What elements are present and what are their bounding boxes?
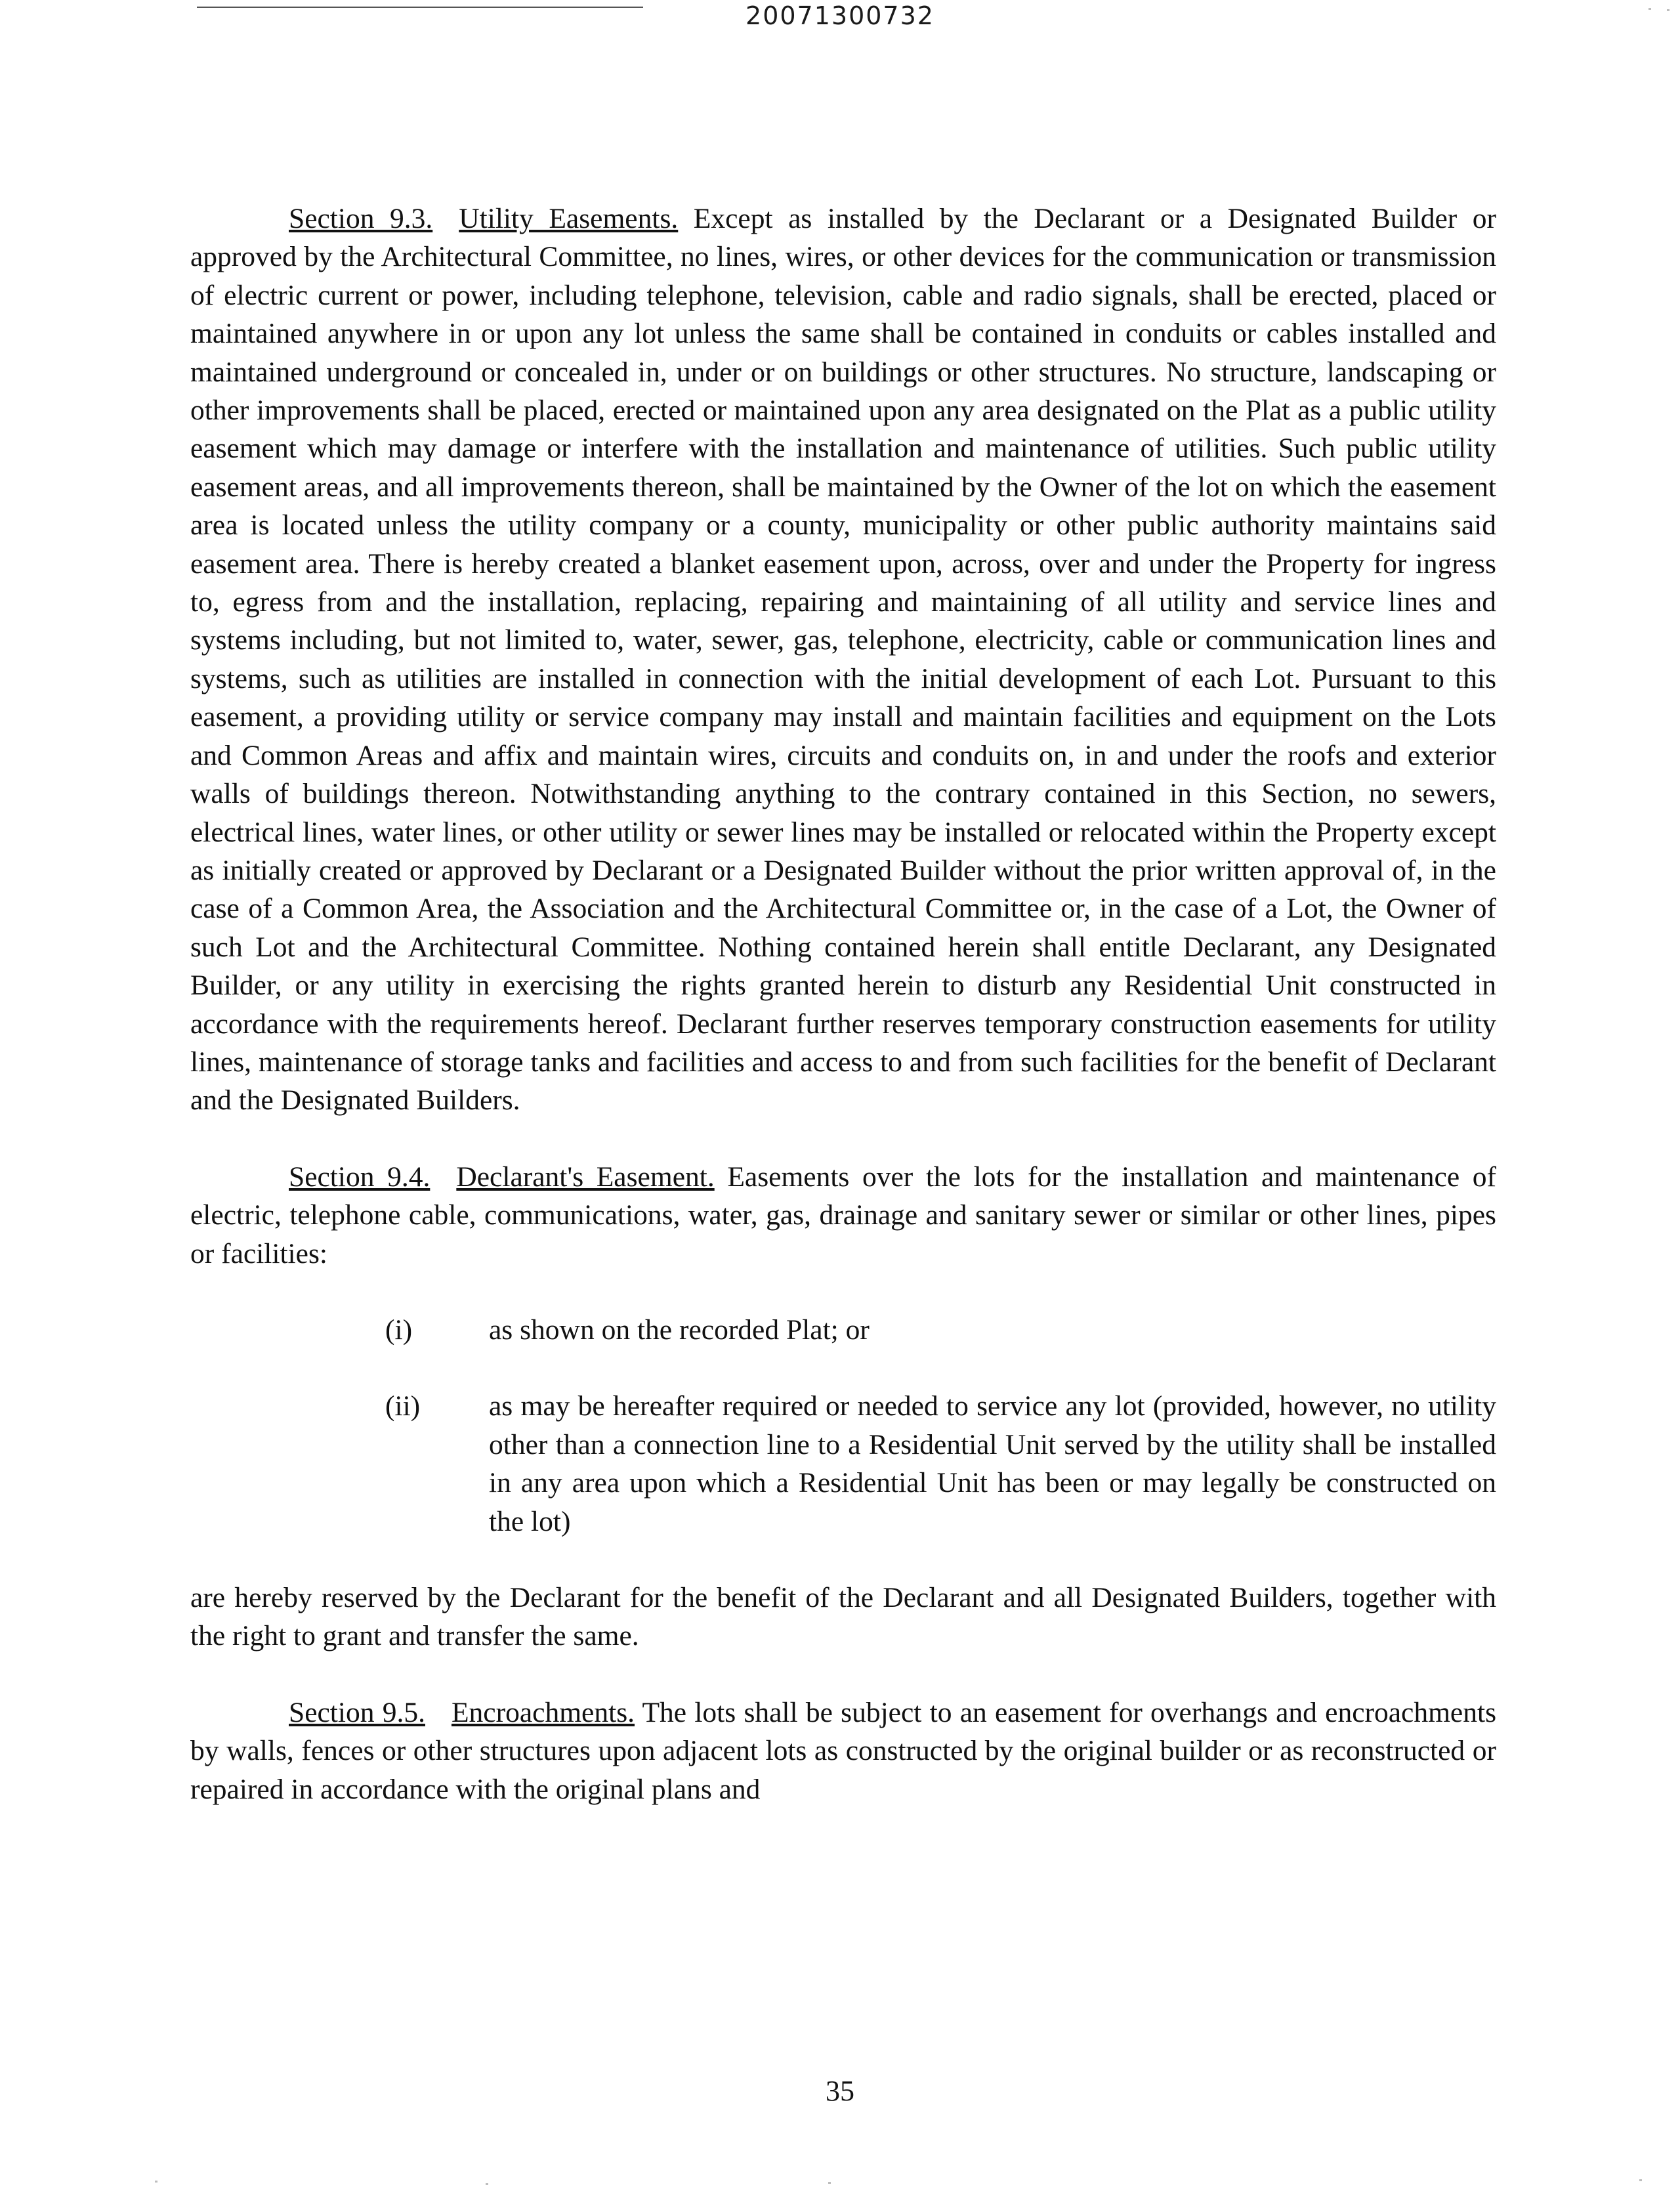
- document-body: [190, 200, 1496, 1808]
- document-number: 20071300732: [746, 1, 934, 30]
- section-9-4-number: Section 9.4.: [289, 1161, 430, 1193]
- scan-speck: [1667, 9, 1670, 11]
- section-9-3-number: Section 9.3.: [289, 203, 433, 234]
- section-9-3-title: Utility Easements.: [459, 203, 679, 234]
- section-9-4-body: Easements over the lots for the installation and maintenance of electric, telephone cable, communications, water, gas, drainage and sanitary sewer or similar or other lines, pipes or facilities:: [190, 1161, 1497, 1269]
- section-9-4-title: Declarant's Easement.: [456, 1161, 715, 1193]
- section-9-5-title: Encroachments.: [451, 1696, 635, 1728]
- section-9-3-body: Except as installed by the Declarant or a Designated Builder or approved by the Architectural Committee, no lines, wires, or other devices for the communication or transmission of electric current or power, including telephone, television, cable and radio signals, shall be erected, placed or maintained anywhere in or upon any lot unless the same shall be contained in conduits or cables installed and maintained underground or concealed in, under or on buildings or other structures. No structure, landscaping or other improvements shall be placed, erected or maintained upon any area designated on the Plat as a public utility easement which may damage or interfere with the installation and maintenance of utilities. Such public utility easement areas, and all improvements thereon, shall be maintained by the Owner of the lot on which the easement area is located unless the utility company or a county, municipality or other public authority maintains said easement area. There is hereby created a blanket easement upon, across, over and under the Property for ingress to, egress from and the installation, replacing, repairing and maintaining of all utility and service lines and systems including, but not limited to, water, sewer, gas, telephone, electricity, cable or communication lines and systems, such as utilities are installed in connection with the initial development of each Lot. Pursuant to this easement, a providing utility or service company may install and maintain facilities and equipment on the Lots and Common Areas and affix and maintain wires, circuits and conduits on, in and under the roofs and exterior walls of buildings thereon. Notwithstanding anything to the contrary contained in this Section, no sewers, electrical lines, water lines, or other utility or sewer lines may be installed or relocated within the Property except as initially created or approved by Declarant or a Designated Builder without the prior written approval of, in the case of a Common Area, the Association and the Architectural Committee or, in the case of a Lot, the Owner of such Lot and the Architectural Committee. Nothing contained herein shall entitle Declarant, any Designated Builder, or any utility in exercising the rights granted herein to disturb any Residential Unit constructed in accordance with the requirements hereof. Declarant further reserves temporary construction easements for utility lines, maintenance of storage tanks and facilities and access to and from such facilities for the benefit of Declarant and the Designated Builders.: [190, 203, 1496, 1117]
- section-9-5: [190, 1694, 1496, 1808]
- page-number: 35: [826, 2075, 854, 2107]
- section-9-4: [190, 1158, 1496, 1273]
- list-item-i-text: as shown on the recorded Plat; or: [489, 1313, 870, 1346]
- list-item-i-number: (i): [385, 1313, 413, 1346]
- scan-speck: [155, 2181, 158, 2183]
- section-9-4-closing: are hereby reserved by the Declarant for the benefit of the Declarant and all Designated Builders, together with the right to grant and transfer the same.: [190, 1582, 1496, 1652]
- list-item-ii-text: as may be hereafter required or needed to service any lot (provided, however, no utility other than a connection line to a Residential Unit served by the utility shall be installed in any area upon which a Residential Unit has been or may legally be constructed on the lot): [489, 1390, 1496, 1537]
- list-item-ii: [385, 1387, 1496, 1541]
- section-9-5-number: Section 9.5.: [289, 1696, 425, 1728]
- list-item-i: [385, 1311, 1496, 1349]
- scan-speck: [828, 2182, 831, 2184]
- scan-speck: [1648, 8, 1651, 10]
- section-9-5-body: The lots shall be subject to an easement for overhangs and encroachments by walls, fences or other structures upon adjacent lots as constructed by the original builder or as reconstructed or repaired in accordance with the original plans and: [190, 1696, 1497, 1805]
- section-9-3: [190, 200, 1496, 1120]
- list-item-ii-number: (ii): [385, 1390, 421, 1422]
- scan-speck: [1639, 2179, 1642, 2181]
- scan-speck: [486, 2183, 488, 2185]
